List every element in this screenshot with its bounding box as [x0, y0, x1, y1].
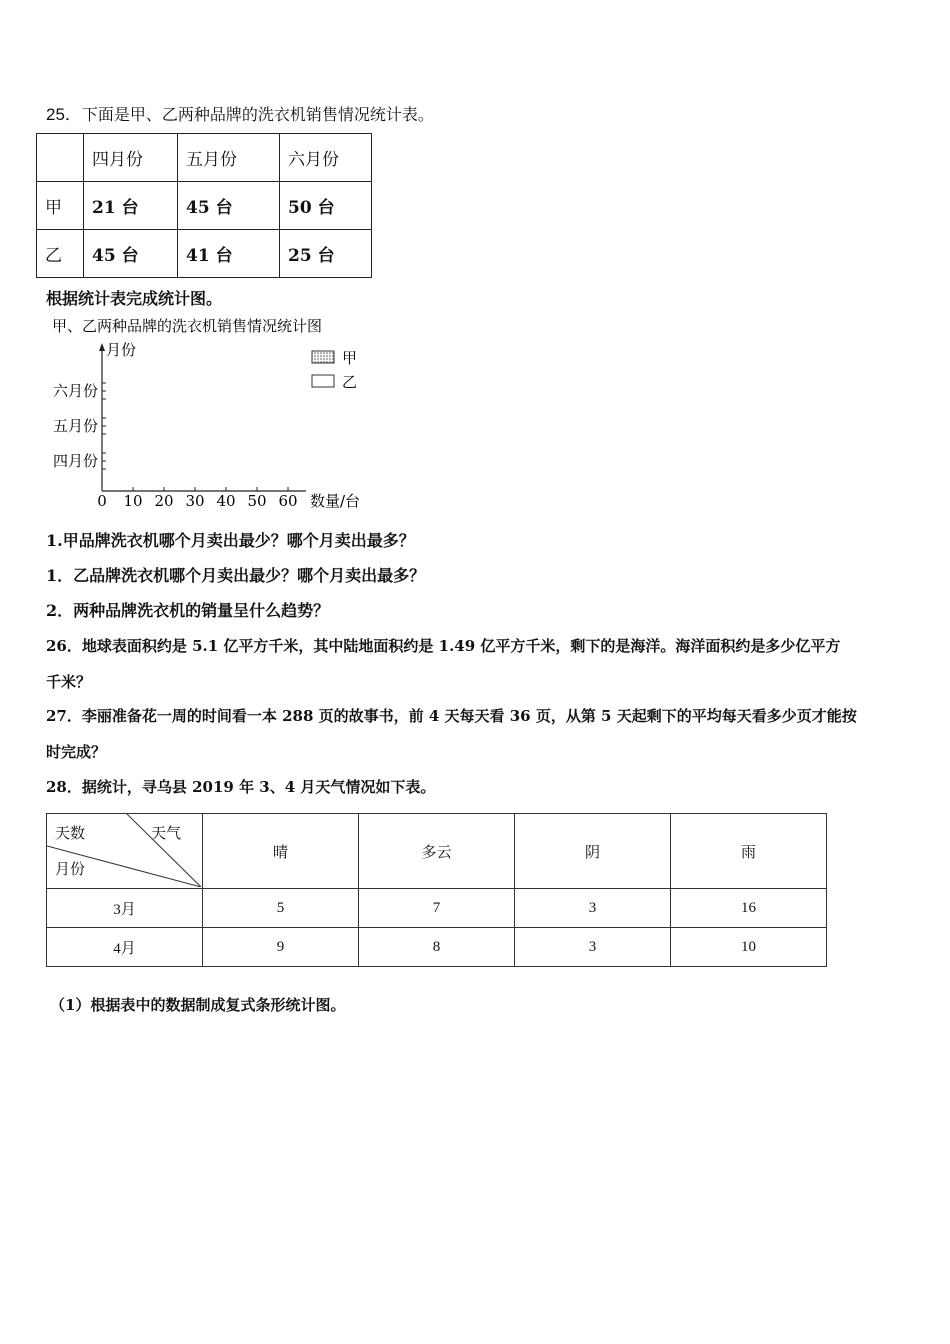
table-cell: 3月: [47, 889, 203, 928]
x-tick-label: 10: [123, 492, 143, 510]
q26-line1: 26．地球表面积约是 5.1 亿平方千米，其中陆地面积约是 1.49 亿平方千米，剩下的是海洋。海洋面积约是多少亿平方: [46, 637, 841, 655]
x-tick-label: 60: [278, 492, 298, 510]
table-cell: 5: [203, 889, 359, 928]
q25-question-1: 1.甲品牌洗衣机哪个月卖出最少？哪个月卖出最多？: [46, 531, 415, 550]
table-header-cell: 阴: [515, 814, 671, 889]
q27-line2: 时完成？: [46, 743, 107, 761]
legend-swatch-jia: [312, 351, 334, 363]
table-header-cell: 四月份: [84, 134, 178, 182]
table-cell: 9: [203, 928, 359, 967]
q28-title: 28．据统计，寻乌县 2019 年 3、4 月天气情况如下表。: [46, 778, 436, 796]
q25-title-text: 下面是甲、乙两种品牌的洗衣机销售情况统计表。: [81, 105, 434, 124]
legend-label-jia: 甲: [342, 349, 358, 367]
table-cell: 甲: [37, 182, 84, 230]
x-axis-label: 数量/台: [310, 492, 361, 510]
table-header-cell: 晴: [203, 814, 359, 889]
table-cell: 4月: [47, 928, 203, 967]
weather-table: [46, 813, 827, 967]
table-cell: [37, 134, 84, 182]
q25-instruction: 根据统计表完成统计图。: [46, 289, 223, 308]
table-cell: 3: [515, 928, 671, 967]
sales-table: [36, 133, 372, 278]
q25-question-3: 2．两种品牌洗衣机的销量呈什么趋势？: [46, 601, 330, 620]
x-tick-label: 50: [247, 492, 267, 510]
table-cell: 41 台: [178, 230, 280, 278]
y-tick-group: [53, 382, 106, 470]
y-axis-arrow: [99, 343, 105, 351]
table-cell: 8: [359, 928, 515, 967]
x-tick-label: 0: [97, 492, 107, 510]
y-tick-label: 四月份: [52, 452, 98, 470]
sales-chart: [44, 313, 374, 513]
table-cell: 7: [359, 889, 515, 928]
table-cell: 10: [671, 928, 827, 967]
table-row: [47, 814, 827, 889]
table-cell: 45 台: [84, 230, 178, 278]
y-tick-label: 六月份: [52, 382, 98, 400]
table-row: [47, 928, 827, 967]
corner-label-days: 天数: [55, 826, 86, 842]
table-header-cell: 五月份: [178, 134, 280, 182]
table-row: [37, 230, 372, 278]
chart-title: 甲、乙两种品牌的洗衣机销售情况统计图: [52, 317, 323, 335]
table-header-cell: 六月份: [280, 134, 372, 182]
x-tick-label: 20: [154, 492, 174, 510]
q25-title: [46, 100, 434, 125]
q28-sub1: （1）根据表中的数据制成复式条形统计图。: [50, 996, 346, 1014]
y-tick-label: 五月份: [52, 417, 98, 435]
y-axis-label: 月份: [106, 341, 137, 359]
corner-label-month: 月份: [55, 862, 86, 878]
table-row: [47, 889, 827, 928]
q27-line1: 27．李丽准备花一周的时间看一本 288 页的故事书，前 4 天每天看 36 页，从第 5 天起剩下的平均每天看多少页才能按: [46, 707, 857, 725]
legend-label-yi: 乙: [342, 373, 358, 391]
corner-label-weather: 天气: [151, 826, 182, 842]
diagonal-header-cell: [47, 814, 203, 889]
table-cell: 3: [515, 889, 671, 928]
q25-number: 25．: [46, 105, 82, 124]
table-row: [37, 182, 372, 230]
table-cell: 16: [671, 889, 827, 928]
x-tick-label: 40: [216, 492, 236, 510]
table-cell: 25 台: [280, 230, 372, 278]
table-cell: 45 台: [178, 182, 280, 230]
table-row: [37, 134, 372, 182]
x-tick-label: 30: [185, 492, 205, 510]
legend-swatch-yi: [312, 375, 334, 387]
table-cell: 50 台: [280, 182, 372, 230]
table-header-cell: 多云: [359, 814, 515, 889]
q26-line2: 千米？: [46, 673, 92, 691]
table-cell: 21 台: [84, 182, 178, 230]
table-header-cell: 雨: [671, 814, 827, 889]
q25-question-2: 1．乙品牌洗衣机哪个月卖出最少？哪个月卖出最多？: [46, 566, 426, 585]
table-cell: 乙: [37, 230, 84, 278]
